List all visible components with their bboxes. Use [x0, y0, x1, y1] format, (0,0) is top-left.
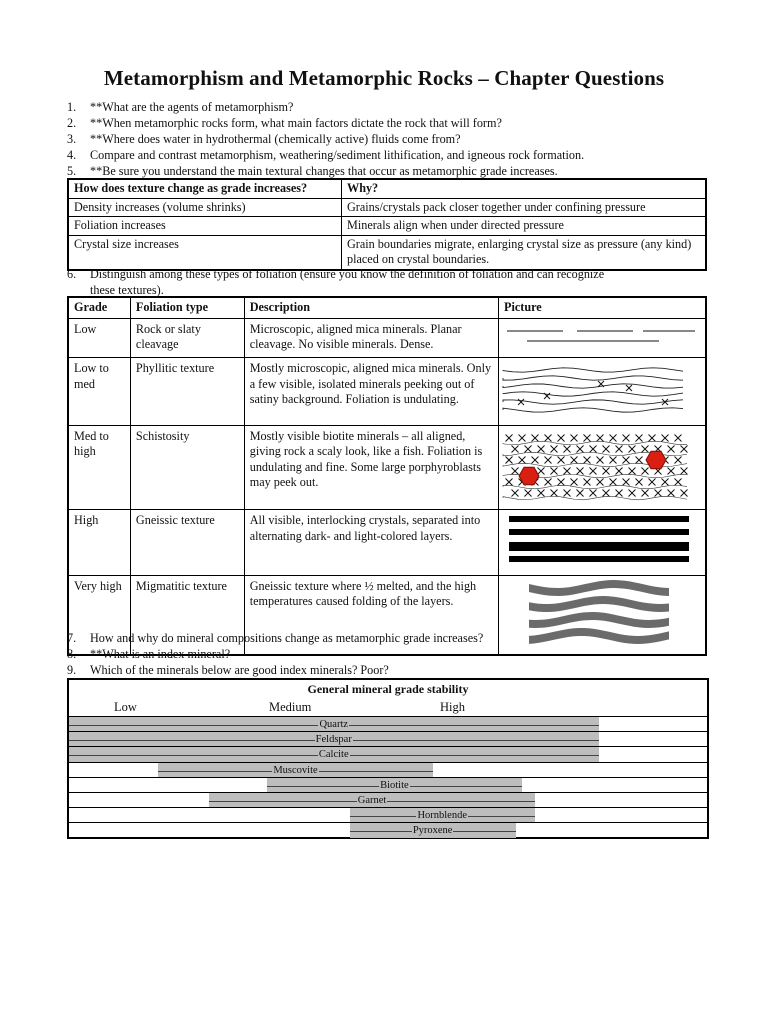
mineral-name: Quartz — [319, 719, 349, 730]
question-text: **What is an index mineral? — [90, 647, 231, 661]
gneiss-texture-illustration — [499, 510, 695, 570]
mineral-stability-bar — [69, 717, 599, 732]
question-number: 5. — [67, 164, 77, 178]
mineral-row — [69, 792, 707, 808]
mineral-x-mark — [610, 434, 617, 441]
mineral-x-mark — [558, 434, 565, 441]
page-title: Metamorphism and Metamorphic Rocks – Chapter Questions — [103, 66, 665, 90]
picture-cell — [499, 575, 706, 655]
dark-mineral-band — [509, 516, 689, 522]
grade-cell: Med to high — [68, 425, 130, 510]
foliation-type-cell: Schistosity — [130, 425, 244, 510]
question-8 — [67, 646, 230, 662]
question-6 — [67, 266, 707, 298]
question-number: 2. — [67, 116, 77, 130]
question-9 — [67, 662, 389, 678]
mineral-x-mark — [649, 478, 656, 485]
mineral-row — [69, 777, 707, 793]
mineral-x-mark — [668, 467, 675, 474]
mineral-x-mark — [623, 456, 630, 463]
foliation-wave — [503, 384, 683, 388]
mineral-x-mark — [590, 467, 597, 474]
question-3 — [67, 131, 461, 147]
mineral-x-mark — [545, 478, 552, 485]
mineral-x-mark — [629, 489, 636, 496]
mineral-x-mark — [597, 456, 604, 463]
mineral-name: Muscovite — [273, 764, 318, 776]
dark-mineral-band — [509, 556, 689, 562]
mineral-stability-bar — [69, 732, 599, 747]
mineral-x-mark — [577, 489, 584, 496]
mineral-x-mark — [636, 434, 643, 441]
question-text-continued: these textures). — [90, 283, 164, 297]
mineral-x-mark — [506, 434, 513, 441]
foliation-type-cell: Migmatitic texture — [130, 575, 244, 655]
mineral-x-mark — [512, 445, 519, 452]
mineral-x-mark — [681, 467, 688, 474]
schist-texture-illustration — [499, 426, 695, 505]
mineral-x-mark — [525, 489, 532, 496]
mineral-x-mark — [571, 456, 578, 463]
question-text: **Where does water in hydrothermal (chemically active) fluids come from? — [90, 132, 461, 146]
mineral-stability-bar — [209, 793, 534, 808]
mineral-x-mark — [545, 434, 552, 441]
mineral-row — [69, 762, 707, 778]
description-cell: Mostly visible biotite minerals – all aligned, giving rock a scaly look, like a fish. Foliation is undulating and fine. Some large porphyroblasts may peek out. — [244, 425, 498, 510]
mineral-x-mark — [681, 489, 688, 496]
mineral-name: Calcite — [318, 749, 349, 761]
mineral-x-mark — [636, 456, 643, 463]
mineral-x-mark — [662, 434, 669, 441]
mineral-x-mark — [545, 456, 552, 463]
mineral-x-mark — [597, 434, 604, 441]
migmatite-texture-illustration — [499, 576, 695, 650]
mineral-x-mark — [590, 445, 597, 452]
grade-cell: High — [68, 510, 130, 576]
mineral-x-mark — [642, 445, 649, 452]
question-number: 8. — [67, 647, 77, 661]
mineral-x-mark — [597, 478, 604, 485]
mineral-x-mark — [668, 445, 675, 452]
table-row — [68, 318, 706, 358]
table-row — [68, 217, 706, 236]
texture-why-cell: Minerals align when under directed pressure — [342, 217, 707, 236]
texture-header-why: Why? — [342, 179, 707, 198]
mineral-x-mark — [571, 434, 578, 441]
question-text: Compare and contrast metamorphism, weathering/sediment lithification, and igneous rock formation. — [90, 148, 585, 162]
table-row — [68, 510, 706, 576]
foliation-type-cell: Gneissic texture — [130, 510, 244, 576]
description-cell: Gneissic texture where ½ melted, and the high temperatures caused folding of the layers. — [244, 575, 498, 655]
mineral-x-mark — [577, 445, 584, 452]
mineral-x-mark — [532, 456, 539, 463]
question-number: 3. — [67, 132, 77, 146]
mineral-x-mark — [584, 478, 591, 485]
texture-change-cell: Density increases (volume shrinks) — [68, 198, 342, 217]
description-cell: All visible, interlocking crystals, separated into alternating dark- and light-colored layers. — [244, 510, 498, 576]
mineral-x-mark — [571, 478, 578, 485]
mineral-x-mark — [506, 478, 513, 485]
mineral-x-mark — [668, 489, 675, 496]
question-7 — [67, 630, 483, 646]
question-text: Distinguish among these types of foliation (ensure you know the definition of foliation and can recognize — [90, 267, 605, 281]
question-number: 1. — [67, 100, 77, 114]
mineral-x-mark — [616, 489, 623, 496]
foliation-header-picture: Picture — [499, 297, 706, 318]
mineral-x-mark — [610, 456, 617, 463]
question-text: Which of the minerals below are good index minerals? Poor? — [90, 663, 389, 677]
foliation-header-type: Foliation type — [130, 297, 244, 318]
mineral-x-mark — [681, 445, 688, 452]
mineral-x-mark — [642, 489, 649, 496]
mineral-x-mark — [584, 456, 591, 463]
dark-mineral-band — [509, 542, 689, 551]
mineral-name: Feldspar — [315, 734, 352, 746]
mineral-x-mark — [564, 467, 571, 474]
mineral-name: Biotite — [380, 779, 409, 791]
mineral-x-mark — [538, 467, 545, 474]
mineral-x-mark — [642, 467, 649, 474]
mineral-row — [69, 716, 707, 732]
mineral-x-mark — [603, 489, 610, 496]
foliation-header-description: Description — [244, 297, 498, 318]
porphyroblast-hexagon — [646, 451, 666, 468]
question-number: 6. — [67, 267, 77, 281]
mineral-x-mark — [603, 467, 610, 474]
foliation-wave — [503, 485, 687, 489]
mineral-x-mark — [626, 385, 632, 391]
mineral-chart-title: General mineral grade stability — [307, 682, 469, 696]
foliation-wave — [503, 376, 683, 380]
question-5 — [67, 163, 558, 179]
question-text: **When metamorphic rocks form, what main factors dictate the rock that will form? — [90, 116, 502, 130]
mineral-x-mark — [616, 445, 623, 452]
dark-mineral-band — [509, 529, 689, 535]
picture-cell — [499, 510, 706, 576]
mineral-name: Pyroxene — [412, 825, 453, 837]
folded-band — [529, 612, 669, 628]
mineral-x-mark — [629, 445, 636, 452]
phyllitic-texture-illustration — [499, 358, 695, 420]
mineral-x-mark — [675, 478, 682, 485]
foliation-wave — [503, 496, 687, 500]
mineral-x-mark — [506, 456, 513, 463]
foliation-wave — [503, 392, 683, 396]
slaty-texture-illustration — [499, 319, 695, 353]
mineral-x-mark — [538, 445, 545, 452]
question-2 — [67, 115, 502, 131]
question-1 — [67, 99, 293, 115]
mineral-stability-bar — [350, 823, 516, 838]
mineral-x-mark — [532, 434, 539, 441]
mineral-row — [69, 731, 707, 747]
mineral-stability-bar — [267, 778, 522, 793]
texture-change-table — [67, 178, 707, 271]
question-text: **What are the agents of metamorphism? — [90, 100, 294, 114]
table-row — [68, 358, 706, 426]
mineral-x-mark — [584, 434, 591, 441]
folded-band — [529, 580, 669, 596]
mineral-x-mark — [564, 445, 571, 452]
grade-label-medium: Medium — [269, 700, 312, 714]
mineral-x-mark — [662, 478, 669, 485]
mineral-x-mark — [519, 434, 526, 441]
foliation-header-grade: Grade — [68, 297, 130, 318]
grade-cell: Very high — [68, 575, 130, 655]
mineral-x-mark — [525, 445, 532, 452]
mineral-x-mark — [649, 434, 656, 441]
texture-why-cell: Grain boundaries migrate, enlarging crystal size as pressure (any kind) placed on crystal boundaries. — [342, 235, 707, 270]
texture-header-change: How does texture change as grade increases? — [68, 179, 342, 198]
description-cell: Microscopic, aligned mica minerals. Planar cleavage. No visible minerals. Dense. — [244, 318, 498, 358]
mineral-x-mark — [558, 456, 565, 463]
mineral-stability-bar — [69, 747, 599, 762]
question-number: 9. — [67, 663, 77, 677]
foliation-wave — [503, 368, 683, 372]
foliation-table — [67, 296, 707, 656]
grade-cell: Low — [68, 318, 130, 358]
grade-cell: Low to med — [68, 358, 130, 426]
mineral-row — [69, 746, 707, 762]
mineral-x-mark — [558, 478, 565, 485]
mineral-x-mark — [636, 478, 643, 485]
mineral-x-mark — [551, 489, 558, 496]
grade-label-low: Low — [114, 700, 137, 714]
mineral-x-mark — [623, 478, 630, 485]
picture-cell — [499, 318, 706, 358]
mineral-x-mark — [518, 399, 524, 405]
mineral-name: Hornblende — [417, 810, 468, 822]
description-cell: Mostly microscopic, aligned mica minerals. Only a few visible, isolated minerals peeking out of satiny background. Foliation is undulating. — [244, 358, 498, 426]
mineral-x-mark — [675, 456, 682, 463]
foliation-wave — [503, 441, 687, 445]
question-text: **Be sure you understand the main textural changes that occur as metamorphic grade increases. — [90, 164, 558, 178]
question-number: 4. — [67, 148, 77, 162]
mineral-x-mark — [551, 445, 558, 452]
folded-band — [529, 596, 669, 612]
mineral-x-mark — [623, 434, 630, 441]
texture-change-cell: Crystal size increases — [68, 235, 342, 270]
mineral-x-mark — [551, 467, 558, 474]
grade-label-high: High — [440, 700, 465, 714]
mineral-x-mark — [616, 467, 623, 474]
picture-cell — [499, 425, 706, 510]
question-number: 7. — [67, 631, 77, 645]
question-text: How and why do mineral compositions change as metamorphic grade increases? — [90, 631, 484, 645]
mineral-x-mark — [577, 467, 584, 474]
folded-band — [529, 628, 669, 644]
porphyroblast-hexagon — [519, 467, 539, 484]
foliation-type-cell: Phyllitic texture — [130, 358, 244, 426]
mineral-x-mark — [590, 489, 597, 496]
mineral-x-mark — [512, 489, 519, 496]
mineral-x-mark — [655, 489, 662, 496]
mineral-x-mark — [675, 434, 682, 441]
picture-cell — [499, 358, 706, 426]
texture-change-cell: Foliation increases — [68, 217, 342, 236]
table-row — [68, 425, 706, 510]
mineral-x-mark — [629, 467, 636, 474]
mineral-stability-bar — [158, 763, 432, 778]
foliation-wave — [503, 408, 683, 412]
mineral-row — [69, 807, 707, 823]
mineral-x-mark — [603, 445, 610, 452]
texture-why-cell: Grains/crystals pack closer together under confining pressure — [342, 198, 707, 217]
table-row — [68, 235, 706, 270]
mineral-x-mark — [564, 489, 571, 496]
mineral-stability-bar — [350, 808, 535, 823]
mineral-x-mark — [538, 489, 545, 496]
foliation-type-cell: Rock or slaty cleavage — [130, 318, 244, 358]
mineral-stability-chart — [67, 678, 709, 839]
mineral-x-mark — [512, 467, 519, 474]
question-4 — [67, 147, 584, 163]
mineral-name: Garnet — [357, 795, 387, 806]
foliation-wave — [503, 400, 683, 404]
mineral-x-mark — [519, 456, 526, 463]
mineral-x-mark — [610, 478, 617, 485]
table-row — [68, 198, 706, 217]
mineral-row — [69, 822, 707, 838]
